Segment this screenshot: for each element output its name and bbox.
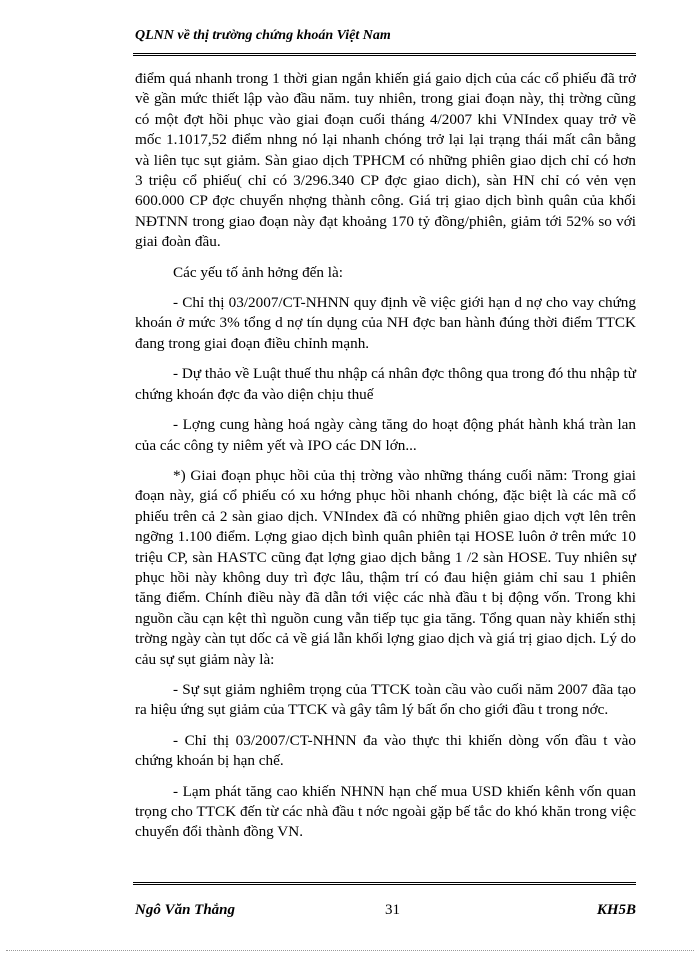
page-header-title: QLNN về thị trường chứng khoán Việt Nam xyxy=(135,28,391,43)
footer-class-code: KH5B xyxy=(596,902,636,918)
paragraph-reason-directive: - Chỉ thị 03/2007/CT-NHNN đa vào thực thi khiến dòng vốn đầu t vào chứng khoán bị hạn chế. xyxy=(135,731,636,770)
paragraph-factor-directive: - Chỉ thị 03/2007/CT-NHNN quy định về việc giới hạn d nợ cho vay chứng khoán ở mức 3% tổng d nợ tín dụng của NH đợc ban hành đúng thời điểm TTCK đang trong giai đoạn điều chỉnh mạnh. xyxy=(135,294,636,352)
footer-page-number: 31 xyxy=(385,902,400,918)
paragraph-reason-global: - Sự sụt giảm nghiêm trọng của TTCK toàn cầu vào cuối năm 2007 đãa tạo ra hiệu ứng sụt giảm của TTCK và gây tâm lý bất ổn cho giới đầu t trong nớc. xyxy=(135,680,636,719)
footer-author: Ngô Văn Thắng xyxy=(135,902,236,918)
header-divider xyxy=(133,53,636,56)
document-body xyxy=(135,69,636,853)
footer-divider xyxy=(133,882,636,885)
paragraph-factor-supply: - Lợng cung hàng hoá ngày càng tăng do hoạt động phát hành khá tràn lan của các công ty niêm yết và IPO các DN lớn... xyxy=(135,416,636,454)
page-edge-dotted-line xyxy=(6,950,694,951)
paragraph-reason-inflation: - Lạm phát tăng cao khiến NHNN hạn chế mua USD khiến kênh vốn quan trọng cho TTCK đến từ các nhà đầu t nớc ngoài gặp bế tắc do khó khăn trong việc chuyển đổi thành đồng VN. xyxy=(135,782,636,841)
paragraph-continuation: điểm quá nhanh trong 1 thời gian ngắn khiến giá gaio dịch của các cổ phiếu đã trở về gần mức thiết lập vào đầu năm. tuy nhiên, trong giai đoạn này, thị trờng cũng có một đợt hồi phục vào giai đoạn cuối tháng 4/2007 khi VNIndex quay trở về mốc 1.1017,52 điểm nhng nó lại nhanh chóng trở lại lại trạng thái mất cân bằng và liên tục sụt giảm. Sàn giao dịch TPHCM có những phiên giao dịch chỉ có hơn 3 triệu cổ phiếu( chỉ có 3/296.340 CP đợc giao dich), sàn HN chỉ có vẻn vẹn 600.000 CP đợc chuyển nhợng thành công. Giá trị giao dịch bình quân của khối NĐTNN trong giao đoạn này đạt khoảng 170 tỷ đồng/phiên, giảm tới 52% so với giai đoàn đầu. xyxy=(135,70,636,251)
paragraph-recovery-phase: *) Giai đoạn phục hồi của thị trờng vào những tháng cuối năm: Trong giai đoạn này, giá cổ phiếu có xu hớng phục hồi nhanh chóng, đặc biệt là các mã cổ phiếu trên cả 2 sàn giao dịch. VNIndex đã có những phiên giao dịch vợt lên trên ngỡng 1.100 điểm. Lợng giao dịch bình quân phiên tại HOSE luôn ở trên mức 10 triệu CP, sàn HASTC cũng đạt lợng giao dịch bằng 1 /2 sàn HOSE. Tuy nhiên sự phục hồi này không duy trì đợc lâu, thậm trí có đau hiện giảm chỉ sau 1 phiên tăng điểm. Chính điều này đã dẫn tới việc các nhà đầu t bị động vốn. Trong khi nguồn cầu cạn kệt thì nguồn cung vẫn tiếp tục gia tăng. Tổng quan này khiến sthị trờng ngày càn tụt dốc cả về giá lẫn khối lợng giao dịch và giá trị giao dịch. Lý do cảu sự sụt giảm này là: xyxy=(135,466,636,668)
paragraph-factor-tax-law: - Dự thảo về Luật thuế thu nhập cá nhân đợc thông qua trong đó thu nhập từ chứng khoán đợc đa vào diện chịu thuế xyxy=(135,365,636,403)
paragraph-factors-heading: Các yếu tố ảnh hởng đến là: xyxy=(173,263,343,281)
page-footer xyxy=(135,902,636,922)
